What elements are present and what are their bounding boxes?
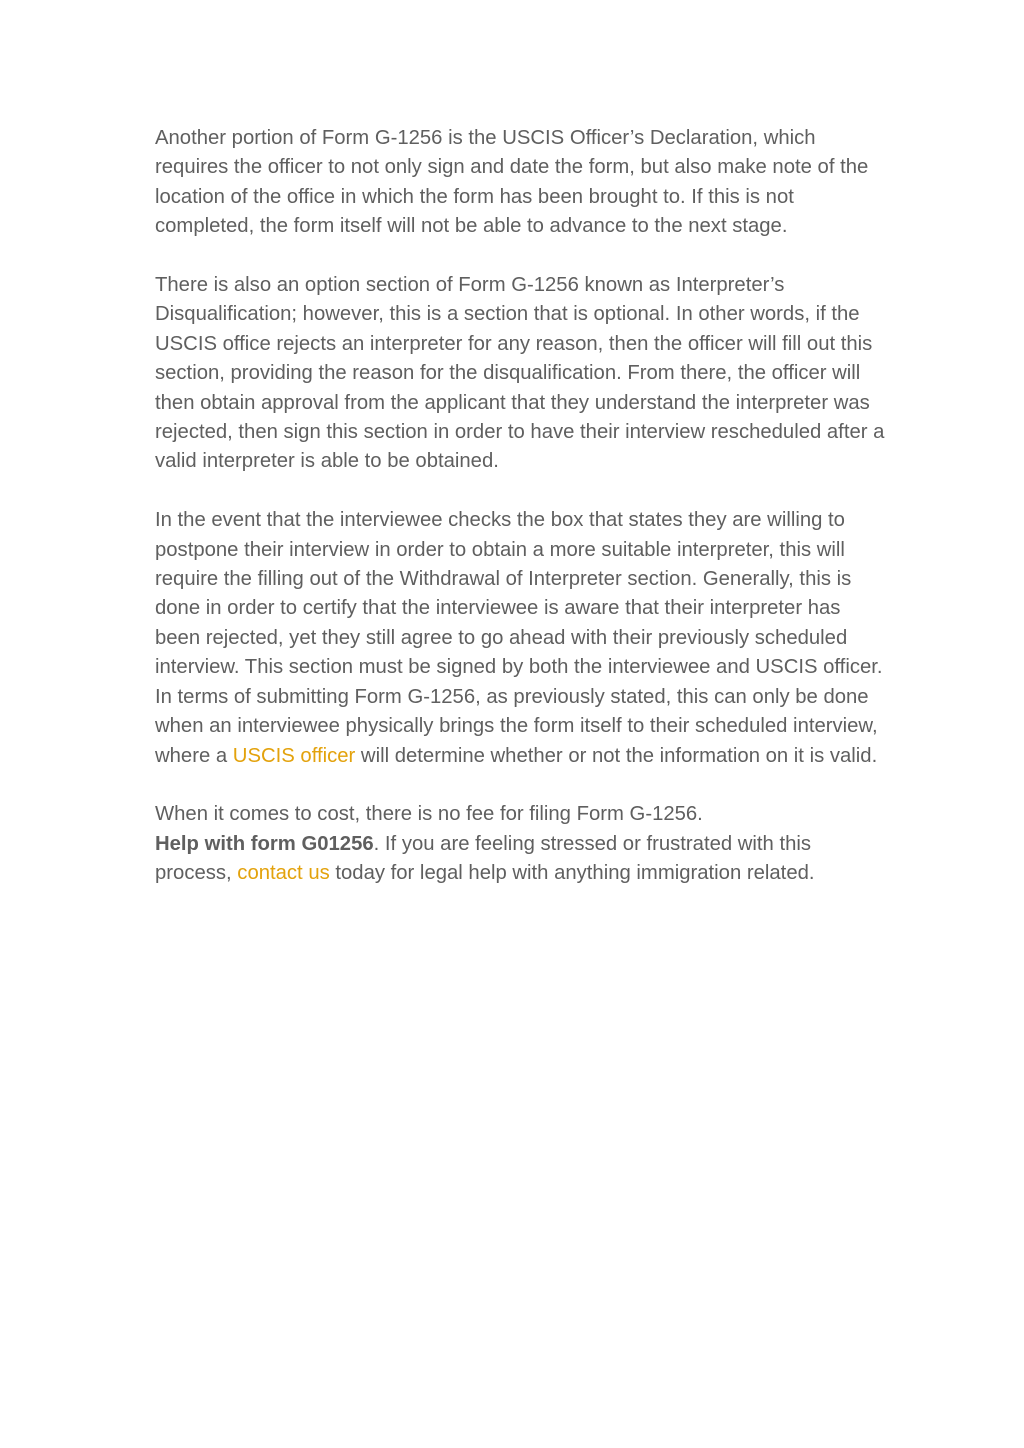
help-text-before: . If you are feeling stressed or frustrated with this process, xyxy=(155,832,812,885)
paragraph-spacer xyxy=(155,477,885,506)
paragraph-spacer xyxy=(155,242,885,271)
paragraph-cost: When it comes to cost, there is no fee for filing Form G-1256. xyxy=(155,803,703,826)
paragraph-spacer xyxy=(155,771,885,800)
submitting-text-after: will determine whether or not the information on it is valid. xyxy=(355,744,878,767)
help-text-after: today for legal help with anything immigration related. xyxy=(329,862,815,885)
uscis-officer-link[interactable]: USCIS officer xyxy=(232,744,356,767)
paragraph-officer-declaration: Another portion of Form G-1256 is the USCIS Officer’s Declaration, which requires the officer to not only sign and date the form, but also make note of the location of the office in which the form has been brought to. If this is not completed, the form itself will not be able to advance to the next stage. xyxy=(155,127,869,238)
paragraph-interpreter-disqualification: There is also an option section of Form G-1256 known as Interpreter’s Disqualification; however, this is a section that is optional. In other words, if the USCIS office rejects an interpreter for any reason, then the officer will fill out this section, providing the reason for the disqualification. From there, the officer will then obtain approval from the applicant that they understand the interpreter was rejected, then sign this section in order to have their interview rescheduled after a valid interpreter is able to be obtained. xyxy=(155,274,885,473)
contact-us-link[interactable]: contact us xyxy=(237,862,330,885)
document-body xyxy=(155,124,885,889)
paragraph-submitting-form xyxy=(155,683,885,771)
help-heading: Help with form G01256 xyxy=(155,832,374,855)
submitting-text-before: In terms of submitting Form G-1256, as previously stated, this can only be done when an interviewee physically brings the form itself to their scheduled interview, where a xyxy=(155,685,878,767)
paragraph-help xyxy=(155,830,885,889)
paragraph-withdrawal-of-interpreter: In the event that the interviewee checks the box that states they are willing to postpone their interview in order to obtain a more suitable interpreter, this will require the filling out of the Withdrawal of Interpreter section. Generally, this is done in order to certify that the interviewee is aware that their interpreter has been rejected, yet they still agree to go ahead with their previously scheduled interview. This section must be signed by both the interviewee and USCIS officer. xyxy=(155,509,883,679)
